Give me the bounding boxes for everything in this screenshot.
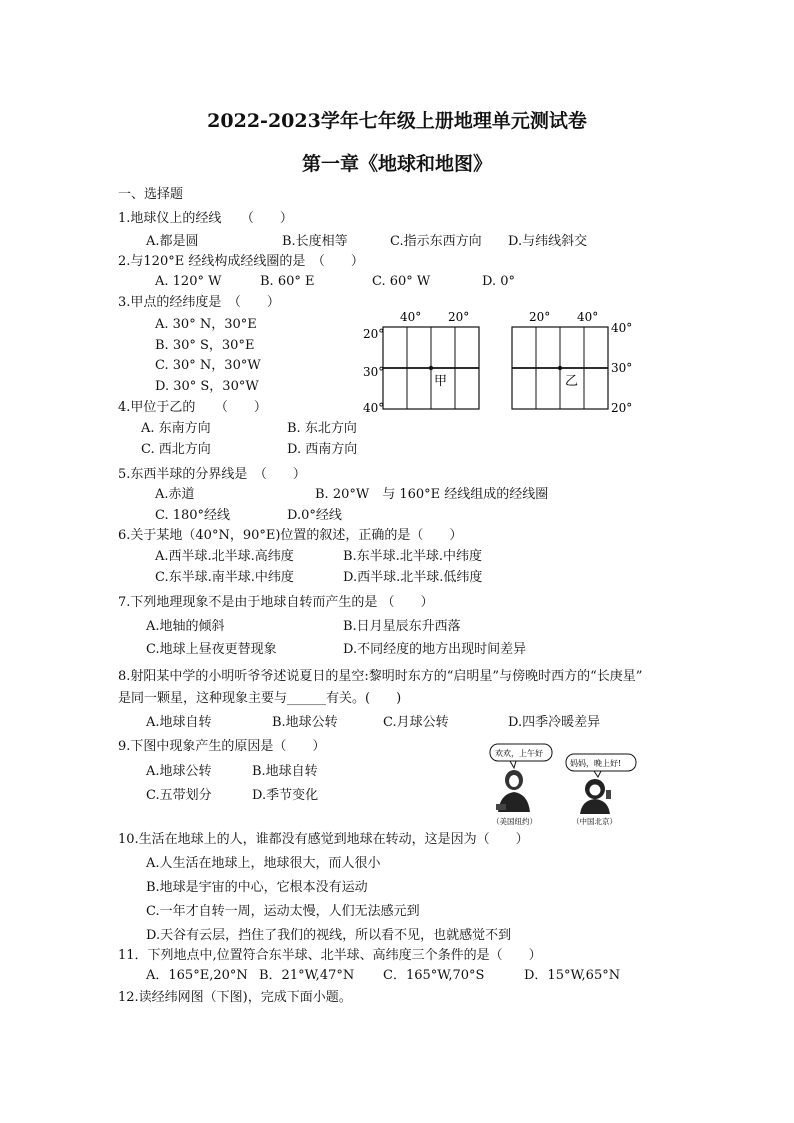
option: D.四季冷暖差异: [508, 715, 601, 730]
top-label: 20°: [529, 310, 551, 324]
bubble-text: 妈妈，晚上好!: [570, 759, 622, 768]
option: B. 东北方向: [287, 421, 357, 436]
option: C. 180°经线: [155, 508, 231, 523]
point-label: 乙: [565, 374, 579, 389]
page-title: 2022-2023学年七年级上册地理单元测试卷: [207, 110, 587, 132]
question-stem: 12.读经纬网图（下图)，完成下面小题。: [118, 990, 352, 1005]
top-label: 40°: [577, 310, 599, 324]
question-stem: 9.下图中现象产生的原因是（ ）: [118, 739, 326, 754]
bubble-text: 欢欢，上午好: [495, 749, 543, 758]
question-stem: 3.甲点的经纬度是 （ ）: [118, 295, 280, 310]
question-stem: 10.生活在地球上的人，谁都没有感觉到地球在转动，这是因为（ ）: [118, 832, 529, 847]
option: D．15°W,65°N: [524, 968, 621, 983]
option: C.东半球.南半球.中纬度: [155, 570, 294, 585]
option: B.东半球.北半球.中纬度: [343, 549, 482, 564]
option: C.月球公转: [383, 715, 449, 730]
question-stem: 11．下列地点中,位置符合东半球、北半球、高纬度三个条件的是（ ）: [118, 948, 542, 963]
side-label: 30°: [611, 361, 633, 375]
option: A. 120° W: [155, 274, 222, 289]
option: A.都是圆: [146, 234, 199, 249]
person-icon-right: [580, 779, 611, 814]
option: D.0°经线: [287, 508, 342, 523]
point-label: 甲: [434, 374, 448, 389]
point-yi: [558, 366, 562, 370]
question-stem: 7.下列地理现象不是由于地球自转而产生的是 （ ）: [118, 595, 434, 610]
top-label: 20°: [448, 310, 470, 324]
section-heading: 一、选择题: [118, 187, 184, 202]
speech-bubble-right: [566, 754, 636, 777]
caption-left: （美国纽约）: [492, 817, 537, 826]
option: A.赤道: [155, 487, 195, 502]
question-stem-continued: 是同一颗星，这种现象主要与______有关。( ): [118, 691, 402, 706]
option: A.地球公转: [146, 764, 212, 779]
option: B.地球公转: [272, 715, 338, 730]
option: A. 30° N，30°E: [155, 317, 257, 332]
option: D.西半球.北半球.低纬度: [343, 570, 483, 585]
option: D.天谷有云层，挡住了我们的视线，所以看不见，也就感觉不到: [146, 928, 512, 943]
option: B.地球自转: [252, 764, 318, 779]
option: B.日月星辰东升西落: [343, 619, 461, 634]
side-label: 40°: [611, 321, 633, 335]
question-stem: 6.关于某地（40°N，90°E)位置的叙述，正确的是（ ）: [118, 528, 463, 543]
speech-bubble-left: [490, 744, 552, 768]
question-stem: 8.射阳某中学的小明听爷爷述说夏日的星空:黎明时东方的“启明星”与傍晚时西方的“长庚星”: [118, 669, 643, 684]
option: A.西半球.北半球.高纬度: [155, 549, 294, 564]
option: C. 西北方向: [141, 442, 211, 457]
option: A．165°E,20°N: [146, 968, 248, 983]
option: D.不同经度的地方出现时间差异: [343, 642, 527, 657]
caption-right: （中国北京）: [572, 817, 617, 826]
option: A.地球自转: [146, 715, 212, 730]
person-icon-left: [496, 770, 530, 812]
top-label: 40°: [400, 310, 422, 324]
grid-right: [512, 310, 632, 415]
option: B.地球是宇宙的中心，它根本没有运动: [146, 880, 368, 895]
option: D.季节变化: [252, 788, 319, 803]
option: C.指示东西方向: [390, 234, 482, 249]
option: B. 60° E: [260, 274, 315, 289]
option: B.长度相等: [282, 234, 348, 249]
option: D. 西南方向: [287, 442, 358, 457]
question-stem: 2.与120°E 经线构成经线圈的是 （ ）: [118, 254, 364, 269]
phone-cartoon: [482, 742, 642, 828]
option: C. 30° N，30°W: [155, 358, 261, 373]
option: C.五带划分: [146, 788, 212, 803]
option: B. 20°W 与 160°E 经线组成的经线圈: [315, 487, 549, 502]
question-stem: 5.东西半球的分界线是 （ ）: [118, 467, 306, 482]
option: D. 30° S，30°W: [155, 379, 259, 394]
side-label: 20°: [363, 327, 385, 341]
option: B. 30° S，30°E: [155, 338, 255, 353]
graticule-diagram: [360, 300, 640, 418]
page-subtitle: 第一章《地球和地图》: [301, 153, 492, 175]
option: A.人生活在地球上，地球很大，而人很小: [146, 856, 381, 871]
option: C. 60° W: [372, 274, 431, 289]
option: C．165°W,70°S: [383, 968, 485, 983]
side-label: 40°: [363, 401, 385, 415]
option: A.地轴的倾斜: [146, 619, 225, 634]
option: C.地球上昼夜更替现象: [146, 642, 277, 657]
option: D.与纬线斜交: [508, 234, 588, 249]
option: B．21°W,47°N: [259, 968, 355, 983]
question-stem: 4.甲位于乙的 （ ）: [118, 400, 267, 415]
option: D. 0°: [482, 274, 515, 289]
grid-left: [363, 310, 479, 415]
question-stem: 1.地球仪上的经线 （ ）: [118, 211, 293, 226]
option: C.一年才自转一周，运动太慢，人们无法感元到: [146, 904, 420, 919]
side-label: 20°: [611, 401, 633, 415]
point-jia: [429, 366, 433, 370]
option: A. 东南方向: [141, 421, 211, 436]
side-label: 30°: [363, 365, 385, 379]
